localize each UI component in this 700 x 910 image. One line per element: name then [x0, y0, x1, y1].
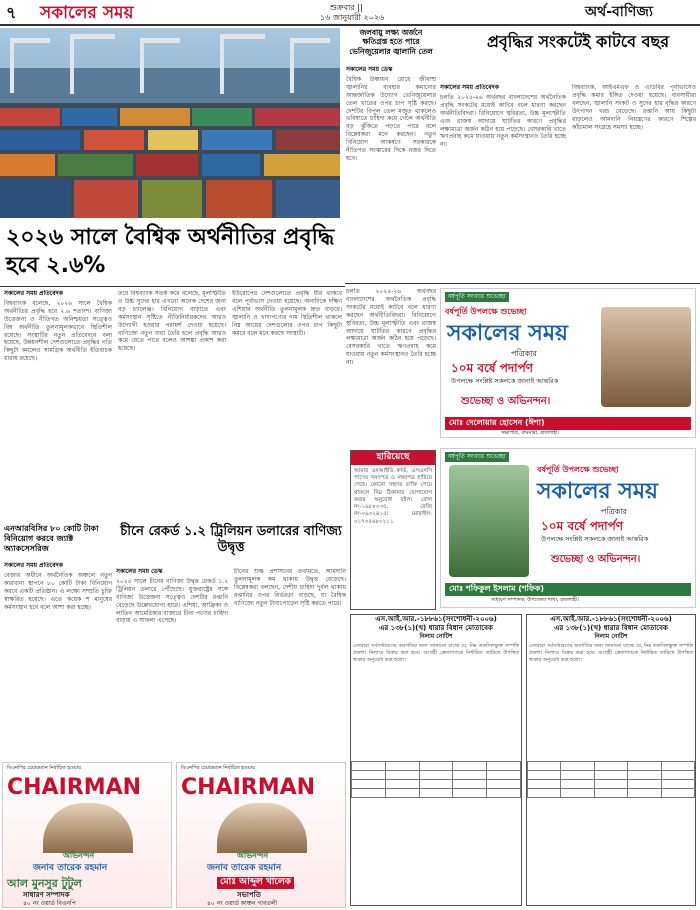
issue-date: ১৬ জানুয়ারী ২০২৬	[320, 13, 385, 22]
chair2-greet: অভিনন্দন	[237, 851, 269, 860]
lost-notice	[350, 450, 436, 610]
growth-text-1: চলতি ২০২৫-২৬ অর্থবছর বাংলাদেশের অর্থনৈতিক প্রবৃদ্ধি সংকটের মধ্যেই কাটবে বলে ধারণা করছেন অর্থনীতিবিদরা। বিনিয়োগে স্থবিরতা, উচ্চ মূল্যস্ফীতি এবং রাজস্ব আদায়ে ঘাটতির কারণে প্রবৃদ্ধির লক্ষ্যমাত্রা অর্জন কঠিন হয়ে পড়েছে। বেসরকারি খাতে ঋণপ্রবাহ কমে যাওয়ায় নতুন কর্মসংস্থানও তৈরি হচ্ছে না।	[440, 93, 566, 149]
lead-text-2: তবে বিশ্বব্যাংক সতর্ক করে বলেছে, মূল্যস্ফীতি ও উচ্চ সুদের হার এখনো অনেক দেশের জন্য বড় চ্যালেঞ্জ। বিনিয়োগ বাড়াতে এবং কর্মসংস্থান সৃষ্টিতে নীতিনির্ধারকদের আরও উদ্যোগী হওয়ার পরামর্শ দেওয়া হয়েছে। বাণিজ্যে নতুন বাধা তৈরি হলে প্রবৃদ্ধি আরও কমে যেতে পারে বলেও আশঙ্কা প্রকাশ করা হয়েছে।	[118, 290, 226, 353]
chair2-person: মোঃ আব্দুল খালেক	[217, 877, 294, 889]
ad1-subtag: বর্ষপূর্তি উপলক্ষে শুভেচ্ছা	[445, 307, 527, 316]
greeting-ad-1	[440, 288, 696, 438]
china-col-2	[234, 568, 346, 758]
chair1-role: সাধারণ সম্পাদক	[23, 891, 70, 899]
lost-body: আমার এনআইডি কার্ড, এসএসসি পাসের সনদপত্র ও নম্বরপত্র হারিয়ে গেছে। কোনো সহৃদয় ব্যক্তি পেয়ে থাকলে নিম্ন ঠিকানায় যোগাযোগ করার অনুরোধ রইল। রোল নং-১৯৮৮০৩৫, রেজি নং-০৯৩২৪১৫। মোবাইল: ০১৭৩৫৬৮০২১১	[354, 467, 432, 525]
lead-text-1: বিশ্বব্যাংক বলেছে, ২০২৬ সালে বৈশ্বিক অর্থনীতির প্রবৃদ্ধি হবে ২.৬ শতাংশ। বাণিজ্য উত্তেজনা ও নীতিগত অনিশ্চয়তা সত্ত্বেও বিশ্ব অর্থনীতি তুলনামূলকভাবে স্থিতিশীল রয়েছে। সংস্থাটির নতুন প্রতিবেদনে বলা হয়েছে, উন্নয়নশীল দেশগুলোতে প্রবৃদ্ধির গতি কিছুটা কমলেও সামগ্রিক অর্থনীতি ইতিবাচক ধারায় রয়েছে।	[4, 299, 112, 363]
china-text-2: চীনের শুল্ক প্রশাসনের তথ্যমতে, আমদানি তুলনামূলক কম থাকায় উদ্বৃত্ত বেড়েছে। বিশ্লেষকরা বলছেন, দেশীয় চাহিদা দুর্বল থাকায় রপ্তানির ওপর নির্ভরতা বাড়ছে, যা বৈশ্বিক বাণিজ্যে নতুন টানাপোড়েন সৃষ্টি করতে পারে।	[234, 568, 346, 607]
lead-headline: ২০২৬ সালে বৈশ্বিক অর্থনীতির প্রবৃদ্ধি হবে ২.৬%	[6, 225, 335, 278]
chair1-person: আল মুনসুর টুটুল	[7, 877, 82, 890]
auction-notice-1	[350, 614, 522, 906]
chair2-name: জনাব তারেক রহমান	[207, 863, 282, 873]
ad1-line: উপলক্ষে সংশ্লিষ্ট সকলকে জানাই আন্তরিক	[451, 377, 559, 385]
ad2-line: উপলক্ষে সংশ্লিষ্ট সকলকে জানাই আন্তরিক	[541, 535, 649, 543]
ad1-year: ১০ম বর্ষে পদার্পণ	[451, 361, 534, 375]
notice2-table	[527, 761, 695, 798]
divider	[0, 286, 345, 287]
growth-col-1	[440, 84, 566, 279]
side-story	[346, 66, 436, 276]
issue-day: শুক্রবার ||	[330, 3, 363, 12]
china-byline: সকালের সময় ডেস্ক	[116, 568, 163, 575]
ad2-tag: বর্ষপূর্তি সংখ্যার শুভেচ্ছা	[445, 452, 509, 462]
container-port-photo	[0, 28, 340, 218]
notice2-title: এস.আই.আর.-১৮৮৬১(সংশোধনী-২০০৬)	[550, 615, 672, 623]
cny-story	[4, 562, 112, 772]
notice2-body: এতদ্বারা সর্বসাধারণের অবগতির জন্য জানানো যাচ্ছে যে, নিম্ন তফসিলভুক্ত সম্পত্তি প্রকাশ্য নিলামে বিক্রয় করা হবে। আগ্রহী ক্রেতাগণকে নির্ধারিত তারিখে উপস্থিত থাকার অনুরোধ করা হলো।	[529, 643, 693, 663]
china-col-1	[116, 568, 228, 758]
chairman-ad-1	[2, 762, 172, 908]
notice1-body: এতদ্বারা সর্বসাধারণের অবগতির জন্য জানানো যাচ্ছে যে, নিম্ন তফসিলভুক্ত সম্পত্তি প্রকাশ্য নিলামে বিক্রয় করা হবে। আগ্রহী ক্রেতাগণকে নির্ধারিত তারিখে উপস্থিত থাকার অনুরোধ করা হলো।	[353, 643, 519, 663]
ad2-portrait	[449, 465, 529, 577]
lead-text-3: ইউরোপের দেশগুলোতে প্রবৃদ্ধি ধীর থাকবে বলে পূর্বাভাস দেওয়া হয়েছে। অন্যদিকে দক্ষিণ এশিয়ার অর্থনীতি তুলনামূলক দ্রুত বাড়বে। জ্বালানি ও খাদ্যপণ্যের দাম স্থিতিশীল থাকলে নিম্ন আয়ের দেশগুলোর ওপর চাপ কিছুটা কমবে বলে মনে করছে সংস্থাটি।	[232, 290, 342, 337]
notice1-label: নিলাম নোটিশ	[419, 633, 453, 641]
ad1-tag: বর্ষপূর্তি সংখ্যার শুভেচ্ছা	[445, 292, 509, 302]
ad2-logo: সকালের সময়	[537, 478, 659, 504]
ad1-logo: সকালের সময়	[447, 320, 569, 346]
cny-text: বেজার অধীনে অর্থনৈতিক অঞ্চলে নতুন কারখানা স্থাপনে ৮০ কোটি টাকা বিনিয়োগ করবে একটি প্রতিষ্ঠান। এ লক্ষ্যে সম্প্রতি চুক্তি স্বাক্ষরিত হয়েছে। এতে কয়েক শ মানুষের কর্মসংস্থান হবে বলে আশা করা হচ্ছে।	[4, 571, 112, 611]
chair1-ward: ৪০ নং ওয়ার্ড বিএনপি	[23, 900, 76, 907]
chairman-ad-2	[176, 762, 346, 908]
ad1-sub: পত্রিকার	[511, 349, 537, 358]
ad2-greet: শুভেচ্ছা ও অভিনন্দন।	[551, 554, 641, 565]
growth-text-3: চলতি ২০২৫-২৬ অর্থবছর বাংলাদেশের অর্থনৈতিক প্রবৃদ্ধি সংকটের মধ্যেই কাটবে বলে ধারণা করছেন অর্থনীতিবিদরা। বিনিয়োগে স্থবিরতা, উচ্চ মূল্যস্ফীতি এবং রাজস্ব আদায়ে ঘাটতির কারণে প্রবৃদ্ধির লক্ষ্যমাত্রা অর্জন কঠিন হয়ে পড়েছে। বেসরকারি খাতে ঋণপ্রবাহ কমে যাওয়ায় নতুন কর্মসংস্থানও তৈরি হচ্ছে না।	[346, 288, 436, 367]
lead-col-3	[232, 290, 342, 520]
notice2-sub: এর ১৩৮(১)(খ) ধারার বিধান মোতাবেক	[554, 624, 668, 633]
lost-title: হারিয়েছে	[351, 451, 435, 465]
ad2-sub: পত্রিকার	[601, 507, 627, 516]
chair2-word: CHAIRMAN	[181, 775, 316, 800]
side-headline: জলবায়ু লক্ষ্য অর্জনে ক্ষতিগ্রস্ত হতে পারে ভেনিজুয়েলার জ্বালানি তেল	[349, 28, 433, 56]
chair1-word: CHAIRMAN	[7, 775, 142, 800]
ad1-name: মোঃ দেলোয়ার হোসেন (ঈশা)	[445, 417, 691, 430]
section-title: অর্থ-বাণিজ্য	[585, 4, 653, 20]
page-number: ৭	[6, 3, 17, 22]
growth-col-3	[346, 288, 436, 448]
growth-headline: প্রবৃদ্ধির সংকটেই কাটবে বছর	[486, 32, 670, 51]
cny-byline: সকালের সময় প্রতিবেদক	[4, 562, 63, 569]
masthead-logo: সকালের সময়	[40, 3, 134, 23]
ad2-addr: সাধারণ সম্পাদক, উপজেলা শাখা, রাজশাহী।	[491, 597, 580, 603]
chair2-top: বিএনপির চেয়ারম্যান নির্বাচিত হওয়ায়	[181, 765, 256, 771]
greeting-ad-2	[440, 448, 696, 608]
side-byline: সকালের সময় ডেস্ক	[346, 66, 393, 73]
growth-byline: সকালের সময় প্রতিবেদক	[440, 84, 499, 91]
divider	[345, 283, 700, 284]
chair1-greet: অভিনন্দন	[63, 851, 95, 860]
ad1-greet: শুভেচ্ছা ও অভিনন্দন।	[461, 396, 551, 407]
chair2-role: সভাপতি	[237, 891, 261, 899]
lead-col-2	[118, 290, 226, 520]
auction-notice-2	[526, 614, 696, 906]
ad2-subtag: বর্ষপূর্তি উপলক্ষে শুভেচ্ছা	[537, 465, 619, 474]
ad1-addr: সভাপতি, বাঘমারা, রাজশাহী।	[501, 430, 560, 436]
china-headline: চীনে রেকর্ড ১.২ ট্রিলিয়ন ডলারের বাণিজ্য উদ্বৃত্ত	[120, 524, 342, 556]
ad2-year: ১০ম বর্ষে পদার্পণ	[541, 519, 624, 533]
side-text: বৈশ্বিক উষ্ণায়ন রোধে জীবাশ্ম জ্বালানির ব্যবহার কমানোর আন্তর্জাতিক উদ্যোগ ভেনিজুয়েলার তেল খাতের ওপর চাপ সৃষ্টি করছে। দেশটির বিপুল তেল মজুত থাকলেও ভবিষ্যতে চাহিদা কমে গেলে অর্থনীতি বড় ঝুঁকিতে পড়তে পারে বলে বিশ্লেষকরা মনে করছেন। নতুন বিনিয়োগ আকর্ষণে সরকারকে নীতিগত সংস্কারের দিকে নজর দিতে হবে।	[346, 75, 436, 162]
notice2-label: নিলাম নোটিশ	[594, 633, 628, 641]
lead-byline: সকালের সময় প্রতিবেদক	[4, 290, 63, 297]
chair1-top: বিএনপির চেয়ারম্যান নির্বাচিত হওয়ায়	[7, 765, 82, 771]
ad1-portrait	[601, 307, 691, 407]
notice1-sub: এর ১৩৮(১)(খ) ধারার বিধান মোতাবেক	[379, 624, 493, 633]
cny-headline: এনআরবিসির ৮০ কোটি টাকা বিনিয়োগ করবে জ্যাক্ট অ্যাকসেসরিজ	[4, 524, 99, 553]
chair2-ward: ৪০ নং ওয়ার্ড কাঞ্চন গাবতলী	[207, 900, 278, 907]
growth-col-2	[572, 84, 696, 279]
growth-text-2: বিশ্বব্যাংক, আইএমএফ ও এডিবির পূর্বাভাসেও প্রবৃদ্ধি কমার ইঙ্গিত দেওয়া হয়েছে। ব্যবসায়ীরা বলছেন, জ্বালানি সংকট ও সুদের হার বৃদ্ধির কারণে উৎপাদন খরচ বেড়েছে। রপ্তানি আয় কিছুটা বাড়লেও আমদানি নিয়ন্ত্রণের কারণে শিল্পের কাঁচামাল সংগ্রহে সমস্যা হচ্ছে।	[572, 84, 696, 131]
chair1-name: জনাব তারেক রহমান	[33, 863, 108, 873]
notice1-title: এস.আই.আর.-১৮৮৬১(সংশোধনী-২০০৬)	[375, 615, 497, 623]
chair2-portrait	[217, 803, 307, 853]
china-text-1: ২০২৫ সালে চীনের বাণিজ্য উদ্বৃত্ত রেকর্ড ১.২ ট্রিলিয়ন ডলারে পৌঁছেছে। যুক্তরাষ্ট্রের সঙ্গে বাণিজ্য উত্তেজনা সত্ত্বেও দেশটির রপ্তানি বেড়েছে উল্লেখযোগ্য হারে। এশিয়া, আফ্রিকা ও লাতিন আমেরিকার বাজারে চীনা পণ্যের চাহিদা বাড়ায় এ সাফল্য এসেছে।	[116, 577, 228, 625]
chair1-portrait	[43, 803, 133, 853]
notice1-table	[351, 761, 521, 798]
ad2-name: মোঃ শফিকুল ইসলাম (শফিক)	[445, 583, 691, 596]
lead-col-1	[4, 290, 112, 520]
